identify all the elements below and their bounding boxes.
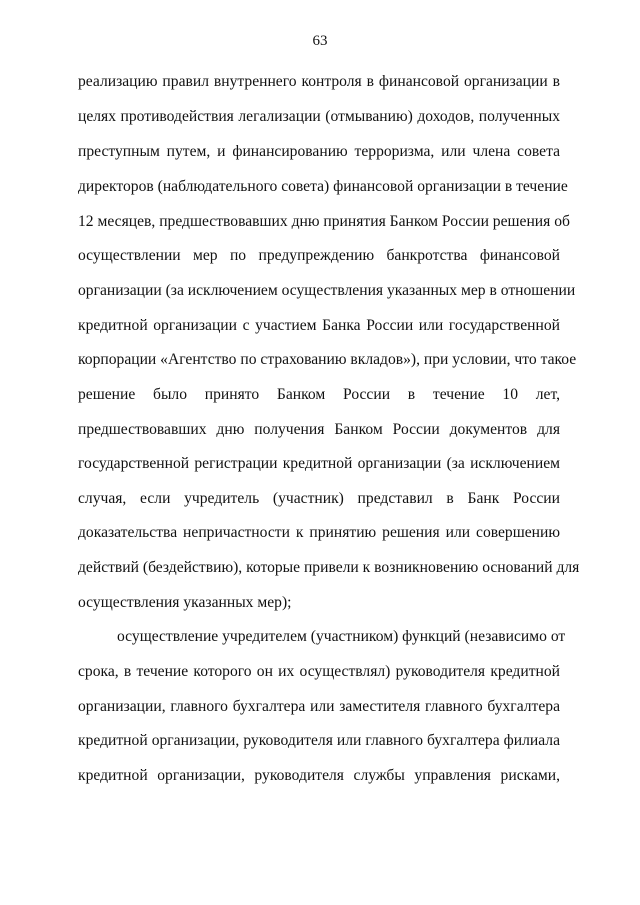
paragraph-1-line-5: 12 месяцев, предшествовавших дню принятия Банком России решения об <box>78 213 570 230</box>
paragraph-1-line-1: реализацию правил внутреннего контроля в финансовой организации в <box>78 73 560 90</box>
paragraph-1-line-14: доказательства непричастности к принятию решения или совершению <box>78 524 560 541</box>
paragraph-1-line-4: директоров (наблюдательного совета) финансовой организации в течение <box>78 178 568 195</box>
paragraph-1-line-3: преступным путем, и финансированию терроризма, или члена совета <box>78 143 560 160</box>
paragraph-1-line-6: осуществлении мер по предупреждению банкротства финансовой <box>78 247 560 264</box>
paragraph-2-line-5: кредитной организации, руководителя службы управления рисками, <box>78 767 560 784</box>
paragraph-1-line-8: кредитной организации с участием Банка России или государственной <box>78 317 560 334</box>
paragraph-1-line-10: решение было принято Банком России в течение 10 лет, <box>78 386 560 403</box>
paragraph-1-line-9: корпорации «Агентство по страхованию вкладов»), при условии, что такое <box>78 351 577 368</box>
paragraph-2-line-1: осуществление учредителем (участником) функций (независимо от <box>117 628 566 645</box>
paragraph-2-line-4: кредитной организации, руководителя или главного бухгалтера филиала <box>78 732 560 749</box>
paragraph-1-line-13: случая, если учредитель (участник) представил в Банк России <box>78 490 560 507</box>
paragraph-1-line-7: организации (за исключением осуществления указанных мер в отношении <box>78 282 576 299</box>
paragraph-2-line-3: организации, главного бухгалтера или заместителя главного бухгалтера <box>78 698 560 715</box>
paragraph-1-line-12: государственной регистрации кредитной организации (за исключением <box>78 455 560 472</box>
paragraph-1-line-16: осуществления указанных мер); <box>78 594 292 611</box>
paragraph-1-line-2: целях противодействия легализации (отмыванию) доходов, полученных <box>78 108 560 125</box>
paragraph-1-line-15: действий (бездействию), которые привели к возникновению оснований для <box>78 559 580 576</box>
page-number: 63 <box>312 33 328 49</box>
paragraph-1-line-11: предшествовавших дню получения Банком России документов для <box>78 421 560 438</box>
paragraph-2-line-2: срока, в течение которого он их осуществлял) руководителя кредитной <box>78 663 560 680</box>
